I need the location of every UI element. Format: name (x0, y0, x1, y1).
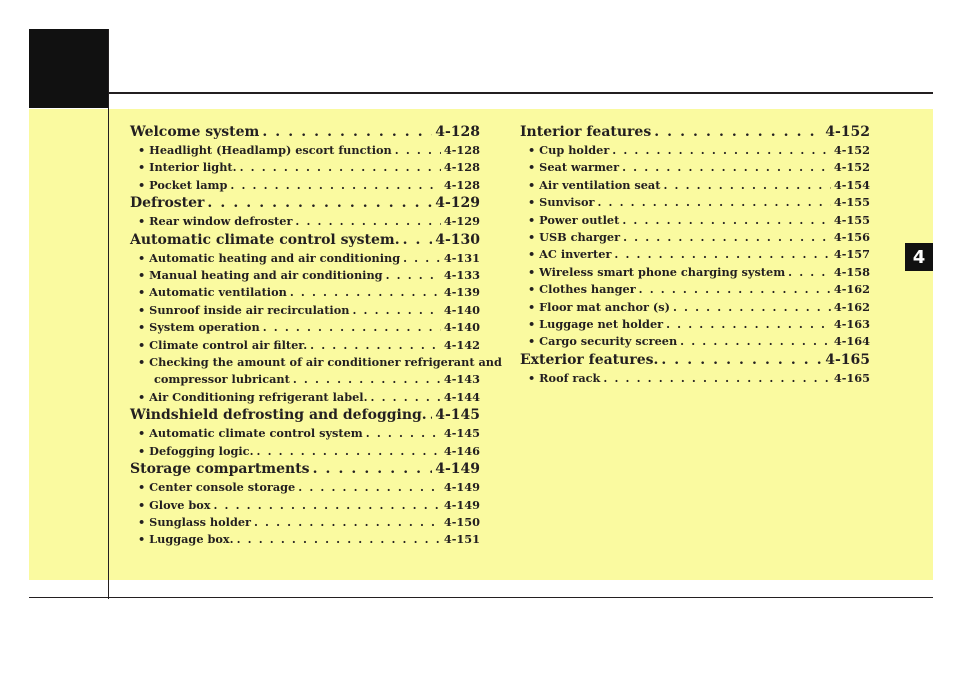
item-page: 4-140 (443, 302, 480, 317)
item-page: 4-158 (833, 264, 870, 279)
item-label: • Pocket lamp (138, 177, 227, 194)
item-label: • Interior light. (138, 159, 237, 176)
dot-leader (290, 284, 441, 301)
toc-section[interactable] (520, 123, 870, 142)
item-label: • Luggage box. (138, 531, 234, 548)
toc-item[interactable] (520, 159, 870, 176)
toc-item[interactable] (520, 333, 870, 350)
dot-leader (366, 425, 441, 442)
item-page: 4-139 (443, 285, 480, 300)
toc-section[interactable] (130, 123, 480, 142)
toc-section[interactable] (520, 351, 870, 370)
toc-left-column (130, 123, 502, 549)
toc-item[interactable] (130, 497, 480, 514)
toc-section[interactable] (130, 406, 480, 425)
item-label: • Cup holder (528, 142, 609, 159)
dot-leader (661, 351, 822, 370)
item-page: 4-128 (443, 143, 480, 157)
toc-section[interactable] (130, 460, 480, 479)
dot-leader (430, 406, 433, 425)
item-page: 4-162 (833, 282, 870, 297)
item-page: 4-129 (443, 214, 480, 229)
dot-leader (680, 333, 831, 350)
toc-item[interactable] (130, 354, 502, 371)
item-page: 4-151 (443, 532, 480, 547)
margin-rule (108, 29, 109, 599)
dot-leader (263, 319, 441, 336)
item-label: • Automatic climate control system (138, 425, 363, 442)
chapter-tab[interactable]: 4 (905, 243, 933, 271)
dot-leader (622, 212, 831, 229)
section-title: Windshield defrosting and defogging. (130, 407, 427, 424)
dot-leader (663, 177, 830, 194)
dot-leader (654, 123, 822, 142)
dot-leader (254, 514, 441, 531)
item-label: • Clothes hanger (528, 281, 636, 298)
section-title: Defroster (130, 195, 205, 212)
item-label: • Center console storage (138, 479, 295, 496)
dot-leader (352, 302, 440, 319)
item-page: 4-128 (443, 177, 480, 192)
item-label: • Headlight (Headlamp) escort function (138, 142, 392, 159)
toc-item[interactable] (130, 159, 480, 176)
item-page: 4-152 (833, 143, 870, 157)
item-label: • System operation (138, 319, 260, 336)
item-page: 4-163 (833, 317, 870, 332)
item-label: • Checking the amount of air conditioner refrigerant and (138, 354, 502, 371)
dot-leader (403, 250, 441, 267)
section-title: Welcome system (130, 124, 260, 140)
item-page: 4-162 (833, 299, 870, 314)
dot-leader (295, 213, 440, 230)
toc-item[interactable] (520, 229, 870, 246)
chapter-header-block (29, 29, 108, 108)
toc-item[interactable] (130, 177, 480, 194)
section-page: 4-152 (825, 124, 870, 140)
item-page: 4-140 (443, 320, 480, 335)
dot-leader (386, 267, 441, 284)
dot-leader (403, 231, 433, 250)
toc-item[interactable] (130, 250, 480, 267)
toc-item[interactable] (130, 389, 480, 406)
toc-item[interactable] (130, 443, 480, 460)
item-label: • Automatic ventilation (138, 284, 287, 301)
item-label: • Cargo security screen (528, 333, 677, 350)
toc-item[interactable] (130, 531, 480, 548)
dot-leader (257, 443, 441, 460)
toc-section[interactable] (130, 194, 480, 213)
item-label: • Sunroof inside air recirculation (138, 302, 349, 319)
section-page: 4-165 (825, 351, 870, 368)
item-label: • Wireless smart phone charging system (528, 264, 785, 281)
toc-item[interactable] (130, 514, 480, 531)
section-page: 4-130 (435, 231, 480, 248)
toc-item[interactable] (130, 267, 480, 284)
item-label: • Seat warmer (528, 159, 619, 176)
dot-leader (614, 246, 830, 263)
item-page: 4-157 (833, 247, 870, 262)
item-label: • Roof rack (528, 370, 600, 387)
section-page: 4-128 (435, 124, 480, 140)
item-page: 4-164 (833, 334, 870, 349)
item-page: 4-131 (443, 250, 480, 265)
item-label: • Automatic heating and air conditioning (138, 250, 400, 267)
dot-leader (310, 337, 441, 354)
dot-leader (262, 123, 432, 142)
toc-item[interactable] (520, 177, 870, 194)
item-page: 4-155 (833, 195, 870, 210)
dot-leader (597, 194, 830, 211)
item-page: 4-150 (443, 514, 480, 529)
toc-item[interactable] (520, 281, 870, 298)
item-page: 4-165 (833, 370, 870, 385)
dot-leader (673, 299, 831, 316)
dot-leader (622, 159, 831, 176)
item-label: • USB charger (528, 229, 620, 246)
item-page: 4-156 (833, 230, 870, 245)
toc-item[interactable] (130, 213, 480, 230)
toc-item[interactable] (130, 337, 480, 354)
item-label: • Air ventilation seat (528, 177, 660, 194)
item-page: 4-133 (443, 268, 480, 283)
dot-leader (371, 389, 441, 406)
dot-leader (612, 142, 831, 159)
section-title: Automatic climate control system. (130, 231, 400, 248)
dot-leader (623, 229, 831, 246)
dot-leader (639, 281, 831, 298)
toc-item[interactable] (130, 142, 480, 159)
toc-item[interactable] (520, 212, 870, 229)
dot-leader (788, 264, 831, 281)
toc-item[interactable] (130, 479, 480, 496)
item-label: • Sunglass holder (138, 514, 251, 531)
section-title: Interior features (520, 124, 652, 140)
section-page: 4-129 (435, 195, 480, 212)
item-page: 4-143 (443, 372, 480, 387)
item-page: 4-155 (833, 212, 870, 227)
item-label: • Luggage net holder (528, 316, 663, 333)
toc-item[interactable] (520, 194, 870, 211)
toc-item[interactable] (130, 425, 480, 442)
item-label: • AC inverter (528, 246, 611, 263)
item-label: • Floor mat anchor (s) (528, 299, 670, 316)
item-label: • Power outlet (528, 212, 619, 229)
toc-item[interactable] (130, 302, 480, 319)
dot-leader (230, 177, 440, 194)
dot-leader (395, 142, 441, 159)
dot-leader (213, 497, 440, 514)
toc-section[interactable] (130, 231, 480, 250)
item-label: • Sunvisor (528, 194, 594, 211)
toc-item[interactable] (520, 142, 870, 159)
item-label: • Climate control air filter. (138, 337, 307, 354)
dot-leader (313, 460, 433, 479)
item-label: • Air Conditioning refrigerant label. (138, 389, 368, 406)
toc-item[interactable] (520, 316, 870, 333)
item-page: 4-146 (443, 443, 480, 458)
section-title: Storage compartments (130, 461, 310, 478)
toc-item[interactable] (130, 284, 480, 301)
dot-leader (237, 531, 441, 548)
item-page: 4-144 (443, 389, 480, 404)
section-page: 4-145 (435, 407, 480, 424)
item-page: 4-152 (833, 160, 870, 175)
item-page: 4-142 (443, 337, 480, 352)
dot-leader (293, 371, 441, 388)
item-label: • Glove box (138, 497, 210, 514)
toc-item[interactable] (520, 264, 870, 281)
dot-leader (298, 479, 441, 496)
item-label: • Rear window defroster (138, 213, 292, 230)
item-label-continuation: compressor lubricant (154, 372, 290, 387)
dot-leader (666, 316, 831, 333)
toc-item-continuation[interactable] (130, 371, 480, 388)
dot-leader (240, 159, 441, 176)
dot-leader (207, 194, 432, 213)
item-page: 4-145 (443, 426, 480, 441)
item-page: 4-128 (443, 160, 480, 175)
section-title: Exterior features. (520, 351, 659, 368)
toc-item[interactable] (520, 299, 870, 316)
toc-item[interactable] (520, 246, 870, 263)
toc-item[interactable] (520, 370, 870, 387)
item-page: 4-149 (443, 480, 480, 495)
toc-item[interactable] (130, 319, 480, 336)
item-label: • Manual heating and air conditioning (138, 267, 383, 284)
dot-leader (603, 370, 830, 387)
item-label: • Defogging logic. (138, 443, 254, 460)
footer-rule (29, 597, 933, 598)
toc-right-column (520, 123, 870, 387)
header-rule (108, 92, 933, 94)
section-page: 4-149 (435, 461, 480, 478)
item-page: 4-149 (443, 497, 480, 512)
item-page: 4-154 (833, 177, 870, 192)
